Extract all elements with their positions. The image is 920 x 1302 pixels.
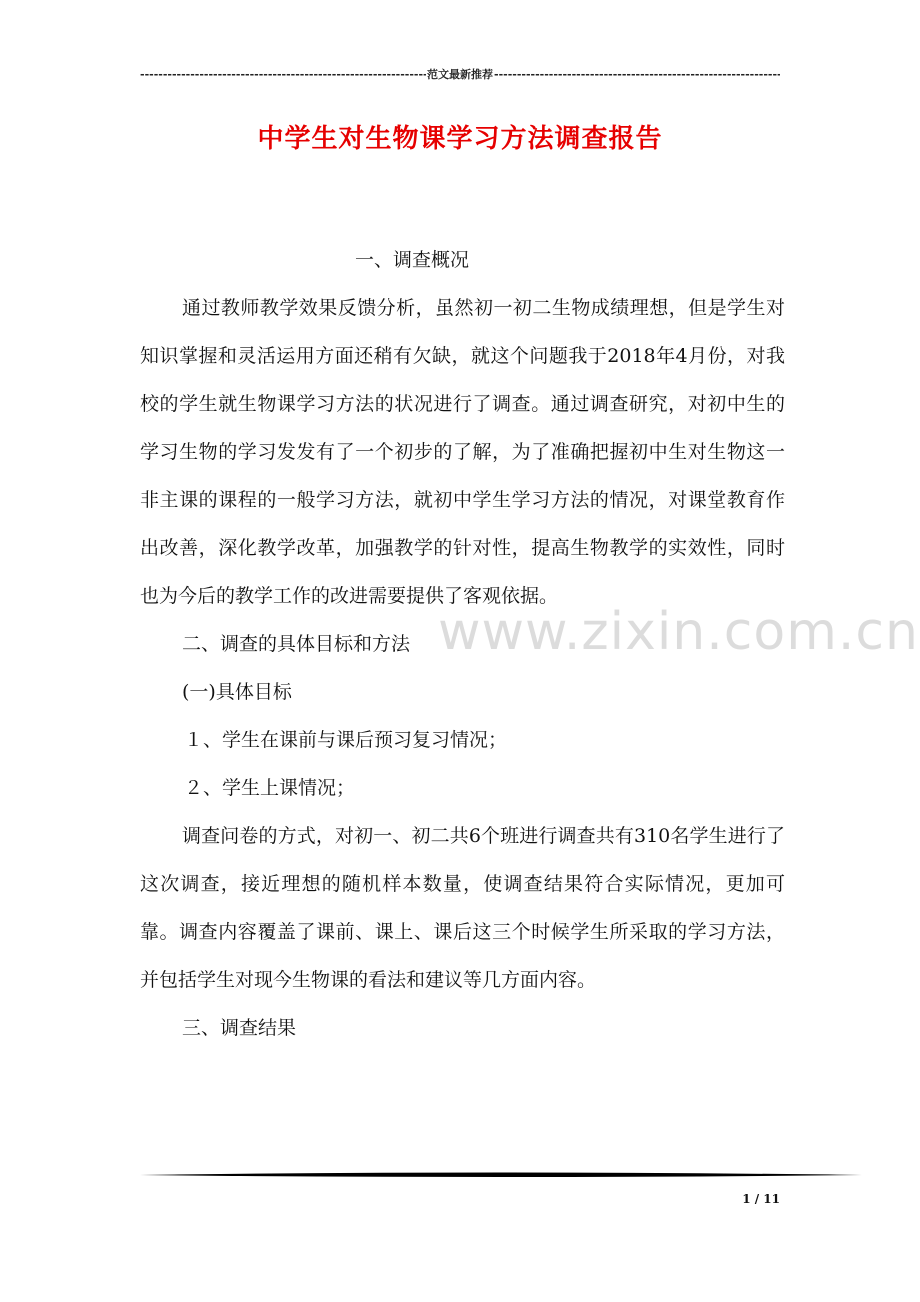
page-number: 1 / 11 (742, 1192, 780, 1206)
paragraph-overview: 通过教师教学效果反馈分析，虽然初一初二生物成绩理想，但是学生对知识掌握和灵活运用方面还稍有欠缺，就这个问题我于2018年4月份，对我校的学生就生物课学习方法的状况进行了调查。通过调查研究，对初中生的学习生物的学习发发有了一个初步的了解，为了准确把握初中生对生物这一非主课的课程的一般学习方法，就初中学生学习方法的情况，对课堂教育作出改善，深化教学改革，加强教学的针对性，提高生物教学的实效性，同时也为今后的教学工作的改进需要提供了客观依据。 (140, 297, 785, 607)
list-item-goal-2: ２、学生上课情况； (184, 777, 356, 799)
document-body (140, 236, 785, 1052)
page-header (140, 66, 780, 82)
paragraph-method: 调查问卷的方式，对初一、初二共6个班进行调查共有310名学生进行了这次调查，接近理想的随机样本数量，使调查结果符合实际情况，更加可靠。调查内容覆盖了课前、课上、课后这三个时候学生所采取的学习方法，并包括学生对现今生物课的看法和建议等几方面内容。 (140, 825, 785, 991)
header-dash-left (140, 68, 426, 81)
header-label: 范文最新推荐 (427, 68, 493, 81)
footer-divider (140, 1170, 862, 1180)
section-heading-goals-methods: 二、调查的具体目标和方法 (182, 633, 411, 655)
section-heading-overview: 一、调查概况 (355, 249, 470, 271)
section-heading-results: 三、调查结果 (182, 1017, 297, 1039)
header-dash-right (494, 68, 780, 81)
document-title: 中学生对生物课学习方法调查报告 (257, 124, 663, 154)
list-item-goal-1: １、学生在课前与课后预习复习情况； (184, 729, 508, 751)
watermark: www.zixin.com.cn (438, 602, 919, 662)
subheading-specific-goals: (一)具体目标 (182, 681, 292, 703)
